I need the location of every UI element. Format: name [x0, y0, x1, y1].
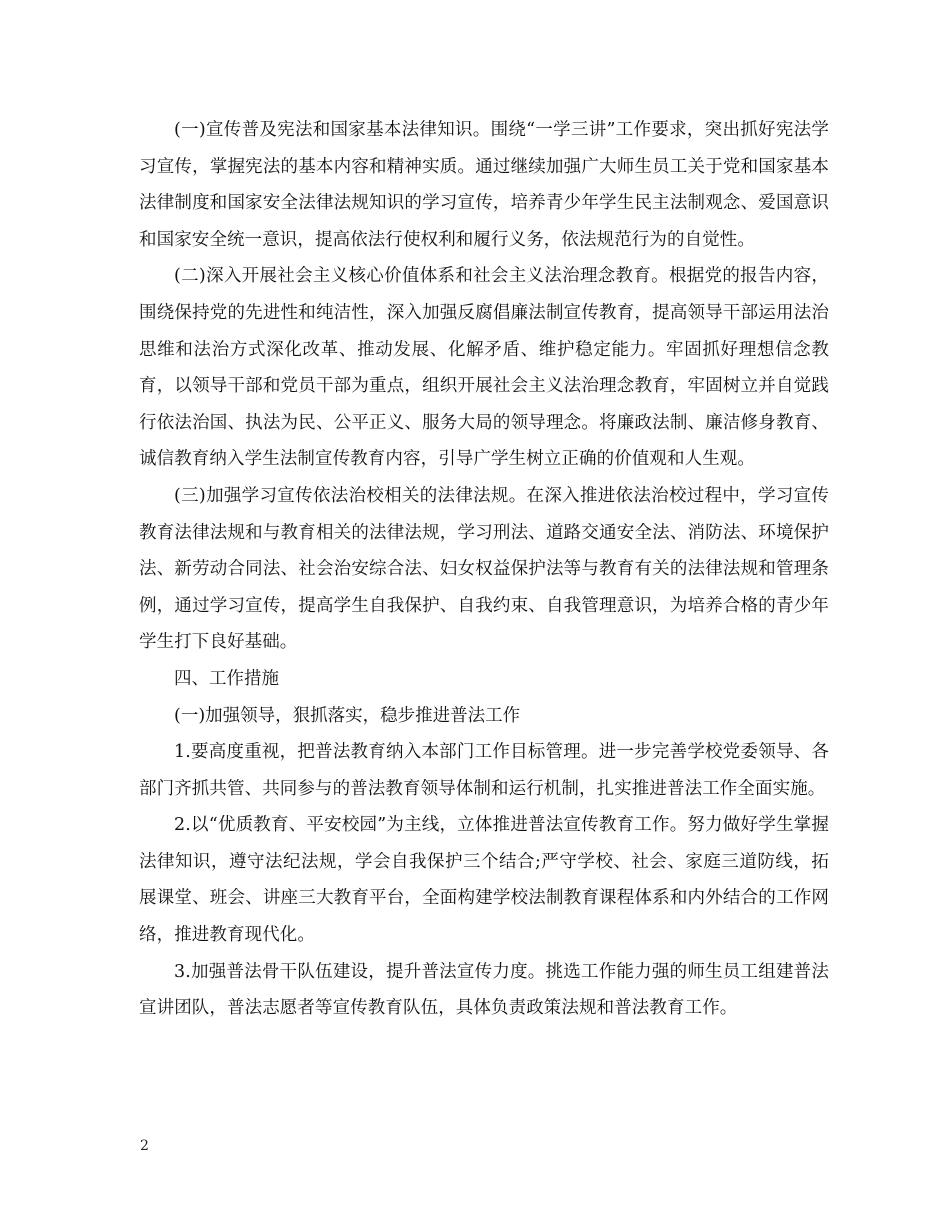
- subheading-strengthen-leadership: (一)加强领导，狠抓落实，稳步推进普法工作: [174, 705, 521, 726]
- paragraph-constitution-publicity: (一)宣传普及宪法和国家基本法律知识。围绕“一学三讲”工作要求，突出抓好宪法学习宣传，掌握宪法的基本内容和精神实质。通过继续加强广大师生员工关于党和国家基本法律制度和国家安全法律法规知识的学习宣传，培养青少年学生民主法制观念、爱国意识和国家安全统一意识，提高依法行使权利和履行义务，依法规范行为的自觉性。: [139, 120, 829, 250]
- paragraph-measure-1: 1.要高度重视，把普法教育纳入本部门工作目标管理。进一步完善学校党委领导、各部门齐抓共管、共同参与的普法教育领导体制和运行机制，扎实推进普法工作全面实施。: [139, 742, 829, 799]
- paragraph-school-law-study: (三)加强学习宣传依法治校相关的法律法规。在深入推进依法治校过程中，学习宣传教育法律法规和与教育相关的法律法规，学习刑法、道路交通安全法、消防法、环境保护法、新劳动合同法、社会治安综合法、妇女权益保护法等与教育有关的法律法规和管理条例，通过学习宣传，提高学生自我保护、自我约束、自我管理意识，为培养合格的青少年学生打下良好基础。: [139, 485, 829, 653]
- section-heading-work-measures: 四、工作措施: [174, 668, 279, 689]
- paragraph-measure-3: 3.加强普法骨干队伍建设，提升普法宣传力度。挑选工作能力强的师生员工组建普法宣讲团队，普法志愿者等宣传教育队伍，具体负责政策法规和普法教育工作。: [139, 961, 829, 1019]
- page-number: 2: [140, 1138, 149, 1154]
- document-body: [139, 112, 829, 1027]
- paragraph-core-values-education: (二)深入开展社会主义核心价值体系和社会主义法治理念教育。根据党的报告内容，围绕保持党的先进性和纯洁性，深入加强反腐倡廉法制宣传教育，提高领导干部运用法治思维和法治方式深化改革、推动发展、化解矛盾、维护稳定能力。牢固抓好理想信念教育，以领导干部和党员干部为重点，组织开展社会主义法治理念教育，牢固树立并自觉践行依法治国、执法为民、公平正义、服务大局的领导理念。将廉政法制、廉洁修身教育、诚信教育纳入学生法制宣传教育内容，引导广学生树立正确的价值观和人生观。: [139, 266, 829, 470]
- paragraph-measure-2: 2.以“优质教育、平安校园”为主线，立体推进普法宣传教育工作。努力做好学生掌握法律知识，遵守法纪法规，学会自我保护三个结合;严守学校、社会、家庭三道防线，拓展课堂、班会、讲座三大教育平台，全面构建学校法制教育课程体系和内外结合的工作网络，推进教育现代化。: [139, 815, 829, 946]
